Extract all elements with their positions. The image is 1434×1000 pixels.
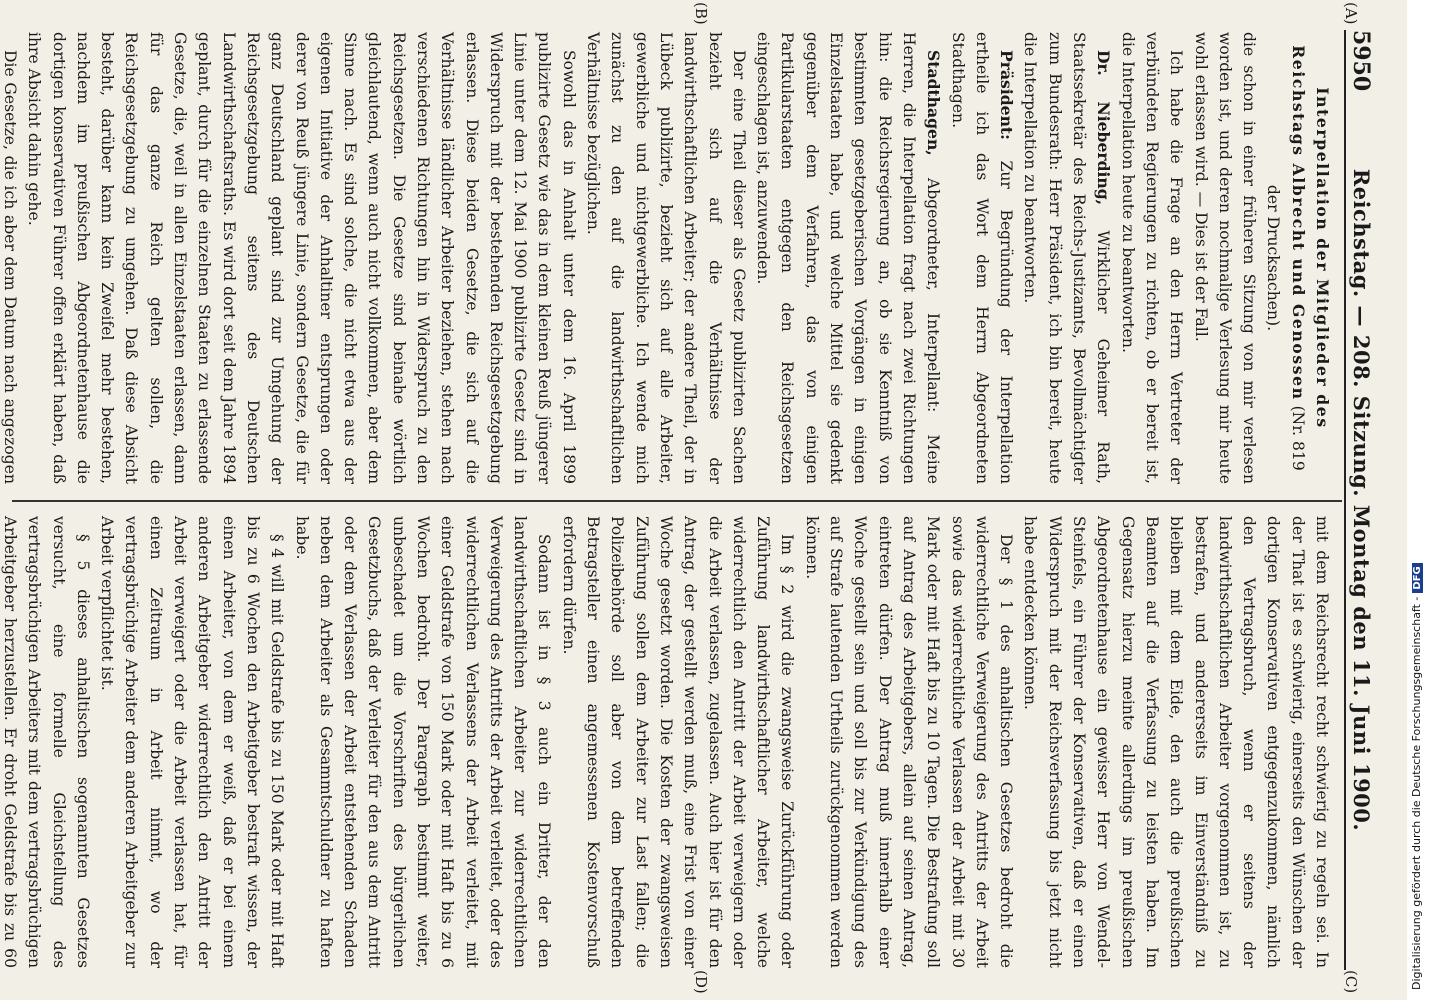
paragraph: mit dem Reichsrecht recht schwierig zu regeln sei. In der That ist es schwierig, einerseits den Wünschen der dortigen Konservativen entgegenzukommen, nämlich den Vertragsbruch, wenn er seitens der landwirthschaftlichen Arbeiter vorgenommen ist, zu bestrafen, und andererseits im Einverständniß zu bleiben mit dem Eide, den auch die preußischen Beamten auf die Verfassung zu leisten haben. Im Gegensatz hierzu meinte allerdings im preußischen Abgeordnetenhause ein gewisser Herr von Wendel-Steinfels, ein Führer der Konservativen, daß er einen Widerspruch mit der Reichsverfassung bis jetzt nicht habe entdecken können. (1021, 516, 1331, 968)
speaker-name: Präsident: (997, 50, 1017, 140)
speech-text: Wirklicher Geheimer Rath, Staatssekretär des Reichs-Justizamts, Bevollmächtigter zum Bundesrath: Herr Präsident, ich bin bereit, heute die Interpellation zu beantworten. (1021, 32, 1113, 484)
interpellation-reference: (Nr. 819 der Drucksachen). (1264, 184, 1307, 471)
margin-mark-a: (A) (1342, 2, 1360, 25)
speaker-name: Stadthagen, (924, 50, 944, 156)
left-column (0, 32, 1334, 484)
interpellation-heading-para (1261, 32, 1334, 484)
paragraph: Der § 1 des anhaltischen Gesetzes bedroht die widerrechtliche Verweigerung des Antritts der Arbeit sowie das widerrechtliche Verlassen der Arbeit mit 30 Mark oder mit Haft bis zu 10 Tagen. Die Bestrafung soll auf Antrag des Arbeitgebers, allein auf seinen Antrag, eintreten dürfen. Der Antrag muß innerhalb einer Woche gestellt sein und soll bis zur Verkündigung des auf Strafe lautenden Urtheils zurückgenommen werden können. (802, 516, 1016, 968)
speech-paragraph (751, 32, 945, 484)
margin-mark-d: (D) (692, 970, 710, 994)
paragraph: Der eine Theil dieser als Gesetz publizirten Sachen bezieht sich auf die Verhältnisse der landwirthschaftlichen Arbeiter; der andere Theil, der in Lübeck publizirte, bezieht sich auf alle Arbeiter, gewerbliche und nichtgewerbliche. Ich wende mich zunächst zu den auf die landwirthschaftlichen Verhältnisse bezüglichen. (584, 32, 748, 484)
page-title: Reichstag. — 208. Sitzung. Montag den 11. Juni 1900. (1349, 168, 1374, 832)
paragraph: § 5 dieses anhaltischen sogenannten Gesetzes versucht, eine formelle Gleichstellung des vertragsbrüchigen Arbeiters mit dem vertragsbrüchigen Arbeitgeber herzustellen. Er droht Geldstrafe bis zu 60 (0, 516, 92, 968)
margin-mark-c: (C) (1342, 970, 1360, 994)
credit-text: Digitalisierung gefördert durch die Deutsche Forschungsgemeinschaft - (1410, 596, 1423, 990)
paragraph: Die Gesetze, die ich aber dem Datum nach angezogen (0, 50, 19, 484)
paragraph: Sodann ist in § 3 auch ein Dritter, der den landwirthschaftlichen Arbeiter zur widerrechtlichen Verweigerung des Antritts der Arbeit verleitet, oder des widerrechtlichen Verlassens der Arbeit verleitet, mit einer Geldstrafe von 150 Mark oder mit Haft bis zu 6 Wochen bedroht. Der Paragraph bestimmt weiter, unbeschadet um die Vorschriften des bürgerlichen Gesetzbuchs, daß der Verleiter für den aus dem Antritt oder dem Verlassen der Arbeit entstehenden Schaden neben dem Arbeiter als Gesammtschuldner zu haften habe. (292, 516, 554, 968)
page-header (1344, 30, 1380, 970)
paragraph: § 4 will mit Geldstrafe bis zu 150 Mark oder mit Haft bis zu 6 Wochen den Arbeitgeber bestraft wissen, der einen Arbeiter, von dem er weiß, daß er bei einem anderen Arbeitgeber widerrechtlich den Antritt der Arbeit verweigert oder die Arbeit verlassen hat, für einen Zeitraum in Arbeit nimmt, wo der vertragsbrüchige Arbeiter dem anderen Arbeitgeber zur Arbeit verpflichtet ist. (98, 516, 287, 968)
paragraph: Ich habe die Frage an den Herrn Vertreter der verbündeten Regierungen zu richten, ob er bereit ist, die Interpellation heute zu beantworten. (1118, 32, 1186, 484)
speech-paragraph (1018, 32, 1115, 484)
speech-paragraph (945, 32, 1018, 484)
speaker-name: Dr. Nieberding, (1094, 50, 1114, 206)
interpellation-heading: Interpellation der Mitglieder des Reichstags Albrecht und Genossen (1288, 45, 1332, 429)
paragraph: Im § 2 wird die zwangsweise Zurückführung oder Zuführung landwirthschaftlicher Arbeiter, welche widerrechtlich den Antritt der Arbeit verweigern oder die Arbeit verlassen, zugelassen. Auch hier ist für den Antrag, der gestellt werden muß, eine Frist von einer Woche gesetzt worden. Die Kosten der zwangsweisen Zuführung sollen dem Arbeiter zur Last fallen; die Polizeibehörde soll aber von dem betreffenden Betragsteller einen angemessenen Kostenvorschuß erfordern dürfen. (559, 516, 797, 968)
speech-text: Abgeordneter, Interpellant: Meine Herren, die Interpellation fragt nach zwei Richtungen hin: die Reichsregierung an, ob sie Kenntniß von bestimmten gesetzgeberischen Vorgängen in einigen Einzelstaaten habe, und welche Mittel sie gedenkt gegenüber dem Verfahren, das von einigen Partikularstaaten entgegen den Reichsgesetzen eingeschlagen ist, anzuwenden. (754, 32, 943, 484)
dfg-logo: DFG (1412, 563, 1423, 592)
column-divider (12, 500, 1342, 502)
page-number: 5950 (1348, 30, 1374, 92)
speech-text: Zur Begründung der Interpellation ertheile ich das Wort dem Herrn Abgeordneten Stadthagen. (948, 32, 1016, 484)
paragraph: die schon in einer früheren Sitzung von mir verlesen worden ist, und deren nochmalige Verlesung mir heute wohl erlassen wird. — Dies ist der Fall. (1191, 32, 1259, 484)
right-column (0, 516, 1334, 968)
paragraph: Sowohl das in Anhalt unter dem 16. April 1899 publizirte Gesetz wie das in dem kleinen Reuß jüngerer Linie unter dem 12. Mai 1900 publizirte Gesetz sind in Widerspruch mit der bestehenden Reichsgesetzgebung erlassen. Diese beiden Gesetze, die sich auf die Verhältnisse ländlicher Arbeiter beziehen, stehen nach verschiedenen Richtungen hin in Widerspruch zu den Reichsgesetzen. Die Gesetze sind beinahe wörtlich gleichlautend, wenn auch nicht vollkommen, aber dem Sinne nach. Es sind solche, die nicht etwa aus der eigenen Initiative der Anhaltiner entsprungen oder derer von Reuß jüngere Linie, sondern Gesetze, die für ganz Deutschland geplant sind zur Umgehung der Reichsgesetzgebung seitens des Deutschen Landwirthschaftsraths. Es wird dort seit dem Jahre 1894 geplant, durch für die einzelnen Staaten zu erlassende Gesetze, die, weil in allen Einzelstaaten erlassen, dann für das ganze Reich gelten sollen, die Reichsgesetzgebung zu umgehen. Daß diese Absicht besteht, darüber kann kein Zweifel mehr bestehen, nachdem im preußischen Abgeordnetenhause die dortigen konservativen Führer offen erklärt haben, daß ihre Absicht dahin gehe. (25, 32, 578, 484)
margin-mark-b: (B) (692, 2, 710, 25)
digitization-credit (1410, 563, 1423, 990)
